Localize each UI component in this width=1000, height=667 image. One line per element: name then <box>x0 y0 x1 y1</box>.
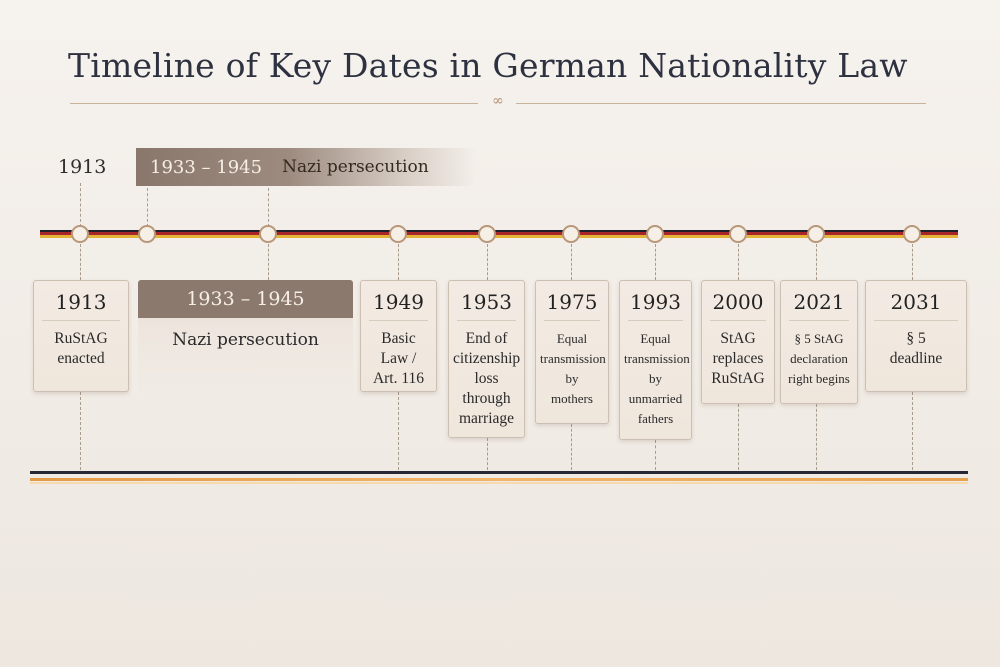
connector-line <box>816 404 817 470</box>
title-rule-left <box>70 103 478 104</box>
event-description: Nazi persecution <box>172 330 319 350</box>
connector-line <box>571 424 572 470</box>
event-year: 1953 <box>457 281 516 321</box>
timeline-node-1975 <box>562 225 580 243</box>
connector-line <box>571 244 572 280</box>
timeline-node-2031 <box>903 225 921 243</box>
event-card-2031 <box>865 280 967 392</box>
event-card-1975 <box>535 280 609 424</box>
event-description: RuStAG enacted <box>54 330 108 367</box>
event-card-1913 <box>33 280 129 392</box>
bottom-baseline-light <box>30 482 968 484</box>
timeline-node-1933 <box>138 225 156 243</box>
event-year: 1913 <box>42 281 120 321</box>
connector-line <box>80 183 81 227</box>
connector-line <box>398 244 399 280</box>
timeline-node-2000 <box>729 225 747 243</box>
event-description: Equal transmission by mothers <box>540 331 606 406</box>
connector-line <box>147 188 148 227</box>
event-year: 2021 <box>789 281 849 321</box>
connector-line <box>268 188 269 227</box>
connector-line <box>738 244 739 280</box>
connector-line <box>268 244 269 280</box>
event-description: Equal transmission by unmarried fathers <box>624 331 690 426</box>
connector-line <box>912 392 913 470</box>
connector-line <box>655 244 656 280</box>
event-year: 1975 <box>544 281 600 321</box>
event-card-1949 <box>360 280 437 392</box>
event-year: 2031 <box>874 281 958 321</box>
nazi-band-years: 1933 – 1945 <box>150 156 263 178</box>
event-year: 2000 <box>710 281 766 321</box>
connector-line <box>398 392 399 470</box>
top-start-year: 1913 <box>58 156 107 178</box>
event-card-nazi-period <box>138 280 353 398</box>
timeline-node-1993 <box>646 225 664 243</box>
connector-line <box>80 392 81 470</box>
event-card-1953 <box>448 280 525 438</box>
timeline-node-1949 <box>389 225 407 243</box>
event-card-2021 <box>780 280 858 404</box>
timeline-node-2021 <box>807 225 825 243</box>
connector-line <box>738 404 739 470</box>
connector-line <box>912 244 913 280</box>
page-title: Timeline of Key Dates in German Nationality Law <box>68 46 908 85</box>
event-card-1993 <box>619 280 692 440</box>
event-description: § 5 StAG declaration right begins <box>788 331 850 386</box>
timeline-node-1913 <box>71 225 89 243</box>
connector-line <box>80 244 81 280</box>
event-card-2000 <box>701 280 775 404</box>
bottom-baseline-dark <box>30 471 968 474</box>
event-description: End of citizenship loss through marriage <box>453 330 521 427</box>
connector-line <box>655 440 656 470</box>
timeline-node-1953 <box>478 225 496 243</box>
nazi-period-band <box>136 148 476 186</box>
connector-line <box>487 244 488 280</box>
connector-line <box>487 438 488 470</box>
connector-line <box>816 244 817 280</box>
event-description: § 5 deadline <box>889 330 943 367</box>
timeline-node-1945 <box>259 225 277 243</box>
title-rule-right <box>516 103 926 104</box>
bottom-baseline-orange <box>30 478 968 481</box>
nazi-band-label: Nazi persecution <box>282 157 429 177</box>
ornament-icon: ∞ <box>492 93 504 109</box>
event-year: 1933 – 1945 <box>138 280 353 318</box>
event-description: StAG replaces RuStAG <box>711 330 765 387</box>
event-year: 1949 <box>369 281 428 321</box>
event-description: Basic Law / Art. 116 <box>372 330 425 387</box>
event-year: 1993 <box>628 281 683 321</box>
